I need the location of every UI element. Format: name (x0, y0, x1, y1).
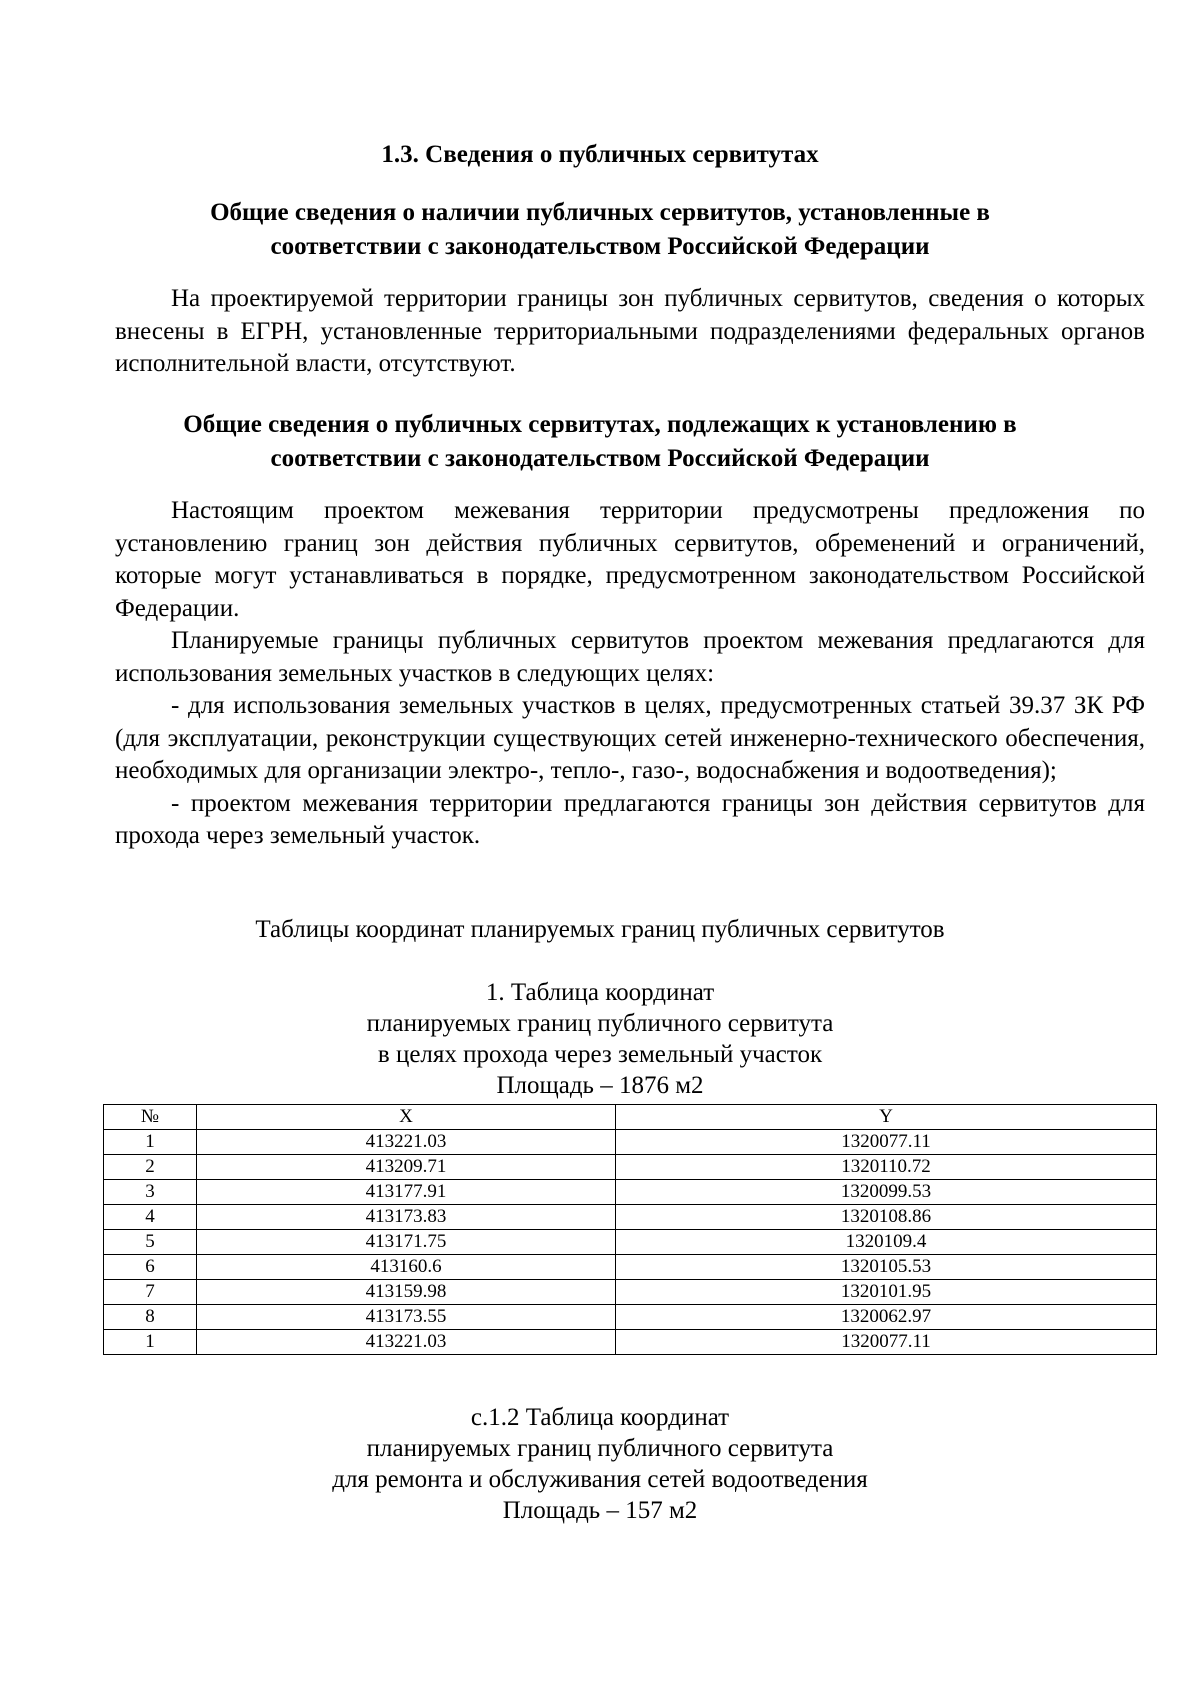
table1-caption (100, 977, 1100, 1101)
heading-line: соответствии с законодательством Российской Федерации (270, 233, 930, 260)
cell-number: 2 (104, 1155, 197, 1180)
list-item: - проектом межевания территории предлагаются границы зон действия сервитутов для прохода через земельный участок. (115, 789, 1145, 849)
column-header-number: № (104, 1105, 197, 1130)
table2-caption (100, 1402, 1100, 1526)
table-row (104, 1155, 1157, 1180)
cell-number: 4 (104, 1205, 197, 1230)
cell-number: 7 (104, 1280, 197, 1305)
cell-y: 1320062.97 (616, 1305, 1157, 1330)
caption-line: планируемых границ публичного сервитута (366, 1435, 834, 1462)
cell-y: 1320077.11 (616, 1130, 1157, 1155)
table-row (104, 1280, 1157, 1305)
cell-y: 1320077.11 (616, 1330, 1157, 1355)
table-header-row (104, 1105, 1157, 1130)
heading-existing-servitudes (100, 196, 1100, 264)
cell-x: 413160.6 (197, 1255, 616, 1280)
caption-line: с.1.2 Таблица координат (470, 1404, 730, 1431)
caption-line: планируемых границ публичного сервитута (366, 1010, 834, 1037)
table-row (104, 1230, 1157, 1255)
column-header-y: Y (616, 1105, 1157, 1130)
caption-line: 1. Таблица координат (485, 979, 715, 1006)
paragraph: Настоящим проектом межевания территории предусмотрены предложения по установлению границ зон действия публичных сервитутов, обременений и ограничений, которые могут устанавливаться в порядке, предусмотренном законодательством Российской Федерации. (115, 497, 1145, 622)
caption-line: в целях прохода через земельный участок (377, 1041, 823, 1068)
table-row (104, 1305, 1157, 1330)
cell-number: 6 (104, 1255, 197, 1280)
paragraph: На проектируемой территории границы зон публичных сервитутов, сведения о которых внесены в ЕГРН, установленные территориальными подразделениями федеральных органов исполнительной власти, отсутствуют. (115, 285, 1145, 377)
cell-number: 3 (104, 1180, 197, 1205)
paragraph-existing-servitudes (115, 283, 1145, 381)
heading-planned-servitudes (100, 408, 1100, 476)
cell-x: 413221.03 (197, 1330, 616, 1355)
caption-line: для ремонта и обслуживания сетей водоотведения (332, 1466, 868, 1493)
cell-y: 1320109.4 (616, 1230, 1157, 1255)
cell-x: 413209.71 (197, 1155, 616, 1180)
cell-x: 413221.03 (197, 1130, 616, 1155)
cell-x: 413171.75 (197, 1230, 616, 1255)
paragraph: Планируемые границы публичных сервитутов проектом межевания предлагаются для использования земельных участков в следующих целях: (115, 627, 1145, 687)
cell-x: 413173.83 (197, 1205, 616, 1230)
cell-y: 1320101.95 (616, 1280, 1157, 1305)
cell-number: 8 (104, 1305, 197, 1330)
cell-y: 1320108.86 (616, 1205, 1157, 1230)
tables-heading: Таблицы координат планируемых границ публичных сервитутов (255, 916, 945, 943)
cell-x: 413159.98 (197, 1280, 616, 1305)
table-row (104, 1205, 1157, 1230)
cell-y: 1320105.53 (616, 1255, 1157, 1280)
table-row (104, 1255, 1157, 1280)
heading-line: Общие сведения о наличии публичных сервитутов, установленные в (210, 199, 990, 226)
caption-line: Площадь – 1876 м2 (496, 1072, 704, 1099)
column-header-x: X (197, 1105, 616, 1130)
cell-number: 1 (104, 1130, 197, 1155)
heading-line: Общие сведения о публичных сервитутах, подлежащих к установлению в (183, 411, 1017, 438)
caption-line: Площадь – 157 м2 (502, 1497, 698, 1524)
cell-x: 413173.55 (197, 1305, 616, 1330)
cell-x: 413177.91 (197, 1180, 616, 1205)
cell-number: 5 (104, 1230, 197, 1255)
coordinates-table-1 (103, 1104, 1157, 1355)
paragraphs-planned-servitudes (115, 495, 1145, 853)
section-title: 1.3. Сведения о публичных сервитутах (381, 141, 819, 168)
cell-number: 1 (104, 1330, 197, 1355)
table-row (104, 1180, 1157, 1205)
list-item: - для использования земельных участков в целях, предусмотренных статьей 39.37 ЗК РФ (для эксплуатации, реконструкции существующих сетей инженерно-технического обеспечения, необходимых для организации электро-, тепло-, газо-, водоснабжения и водоотведения); (115, 692, 1145, 784)
cell-y: 1320099.53 (616, 1180, 1157, 1205)
table-row (104, 1130, 1157, 1155)
table-row (104, 1330, 1157, 1355)
heading-line: соответствии с законодательством Российской Федерации (270, 445, 930, 472)
cell-y: 1320110.72 (616, 1155, 1157, 1180)
